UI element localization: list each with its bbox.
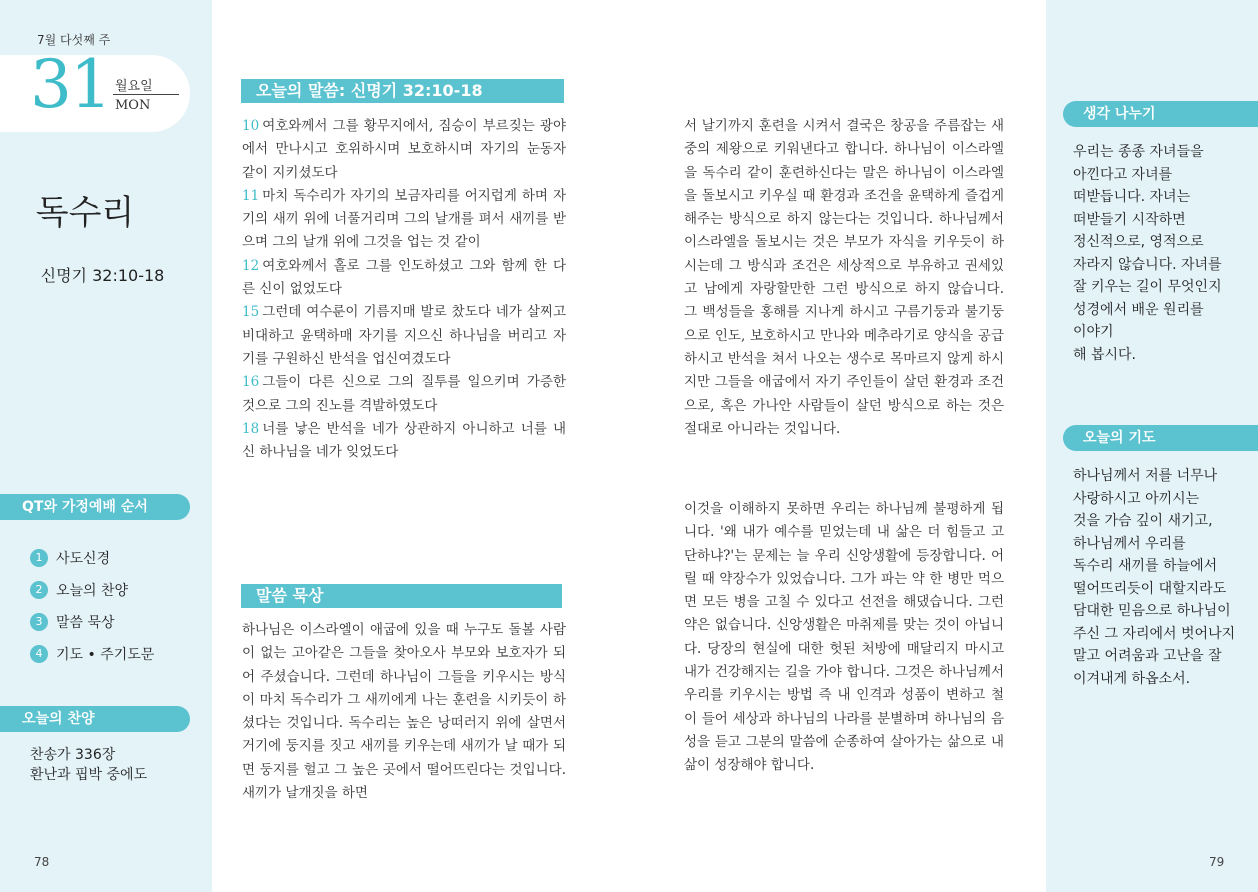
prayer-text <box>1073 465 1243 690</box>
hymn-info <box>30 745 147 785</box>
verse-text: 그들이 다른 신으로 그의 질투를 일으키며 가증한 것으로 그의 진노를 격발하였도다 <box>242 374 566 414</box>
order-item <box>30 574 154 606</box>
order-item-label: 사도신경 <box>56 551 111 567</box>
sharing-line: 성경에서 배운 원리를 <box>1073 301 1204 318</box>
verse-text: 그런데 여수룬이 기름지매 발로 찼도다 네가 살찌고 비대하고 윤택하매 자기를 지으신 하나님을 버리고 자기를 구원하신 반석을 업신여겼도다 <box>242 304 566 367</box>
verse-text: 너를 낳은 반석을 네가 상관하지 아니하고 너를 내신 하나님을 네가 잊었도다 <box>242 420 566 461</box>
verse-number: 15 <box>242 304 260 321</box>
number-badge: 1 <box>30 549 48 567</box>
meditation-text-column-2-continued: 이것을 이해하지 못하면 우리는 하나님께 불평하게 됩니다. '왜 내가 예수를 믿었는데 내 삶은 더 힘들고 고단하냐?'는 문제는 늘 우리 신앙생활에 등장합니다. 어릴 때 약장수가 있었습니다. 그가 파는 약 한 병만 먹으면 모든 병을 고칠 수 있다고 선전을 해댔습니다. 그런 약은 없습니다. 신앙생활은 마취제를 맞는 것이 아닙니다. 당장의 현실에 대한 헛된 처방에 매달리지 마시고 내가 건강해지는 길을 가야 합니다. 그것은 하나님께서 우리를 키우시는 방법 즉 내 인격과 성품이 변하고 철이 들어 세상과 하나님의 나라를 분별하며 하나님의 음성을 듣고 그분의 말씀에 순종하여 살아가는 삶으로 내 삶이 성장해야 합니다. <box>684 501 1004 774</box>
sharing-line: 아낀다고 자녀를 <box>1073 166 1173 183</box>
prayer-line: 사랑하시고 아끼시는 <box>1073 490 1200 507</box>
sharing-line: 이야기 <box>1073 324 1114 340</box>
sharing-line: 떠받들기 시작하면 <box>1073 211 1186 228</box>
number-badge: 3 <box>30 613 48 631</box>
verse-number: 18 <box>242 420 260 437</box>
week-label: 7월 다섯째 주 <box>37 33 111 47</box>
prayer-line: 독수리 새끼를 하늘에서 <box>1073 558 1218 574</box>
sharing-line: 우리는 종종 자녀들을 <box>1073 144 1204 160</box>
prayer-line: 떨어뜨리듯이 대할지라도 <box>1073 580 1227 597</box>
sharing-line: 해 봅시다. <box>1073 346 1136 363</box>
prayer-line: 것을 가슴 깊이 새기고, <box>1073 513 1213 529</box>
weekday-english: MON <box>115 98 151 113</box>
verse-text: 여호와께서 홀로 그를 인도하셨고 그와 함께 한 다른 신이 없었도다 <box>242 257 566 298</box>
order-item-label: 기도 • 주기도문 <box>56 647 155 663</box>
todays-word-heading: 오늘의 말씀: 신명기 32:10-18 <box>241 79 564 103</box>
hymn-number: 찬송가 336장 <box>30 747 116 763</box>
meditation-text-column-1: 하나님은 이스라엘이 애굽에 있을 때 누구도 돌볼 사람이 없는 고아같은 그들을 찾아오사 부모와 보호자가 되어 주셨습니다. 그런데 하나님이 그들을 키우시는 방식이 마치 독수리가 그 새끼에게 나는 훈련을 시키듯이 하셨다는 것입니다. 독수리는 높은 낭떠러지 위에 살면서 거기에 둥지를 짓고 새끼를 키우는데 새끼가 날 때가 되면 둥지를 헐고 그 높은 곳에서 떨어뜨린다는 것입니다. 새끼가 날개짓을 하면 <box>242 622 566 802</box>
meditation-text-column-2: 서 날기까지 훈련을 시켜서 결국은 창공을 주름잡는 새중의 제왕으로 키워낸다고 합니다. 하나님이 이스라엘을 독수리 같이 훈련하신다는 말은 하나님이 이스라엘을 돌보시고 키우실 때 환경과 조건을 윤택하게 즐겁게 해주는 방식으로 하지 않는다는 것입니다. 하나님께서 이스라엘을 돌보시는 것은 부모가 자식을 키우듯이 하시는데 그 방식과 조건은 세상적으로 부유하고 권세있고 남에게 자랑할만한 그런 방식으로 하지 않습니다. 그 백성들을 홍해를 지나게 하시고 구름기둥과 불기둥으로 인도, 보호하시고 만나와 메추라기로 양식을 공급하시고 반석을 쳐서 나오는 생수로 목마르지 않게 하시지만 그들을 애굽에서 자기 주인들이 살던 환경과 조건으로, 혹은 가나안 사람들이 살던 방식으로 하는 것은 절대로 아니라는 것입니다. <box>684 118 1004 437</box>
prayer-heading: 오늘의 기도 <box>1063 425 1258 451</box>
weekday-korean: 월요일 <box>115 79 153 94</box>
verse-number: 12 <box>242 257 260 274</box>
page-number-left: 78 <box>34 855 50 869</box>
hymn-title: 환난과 핍박 중에도 <box>30 767 148 783</box>
meditation-heading: 말씀 묵상 <box>241 584 562 608</box>
prayer-line: 하나님께서 저를 너무나 <box>1073 468 1218 484</box>
sharing-line: 떠받듭니다. 자녀는 <box>1073 189 1191 205</box>
prayer-line: 담대한 믿음으로 하나님이 <box>1073 603 1231 619</box>
scripture-passage <box>242 115 566 464</box>
order-list <box>30 542 154 670</box>
page-number-right: 79 <box>1209 855 1225 869</box>
prayer-line: 말고 어려움과 고난을 잘 <box>1073 648 1222 664</box>
verse-number: 16 <box>242 374 260 391</box>
verse-text: 여호와께서 그를 황무지에서, 짐승이 부르짖는 광야에서 만나시고 호위하시며 보호하시며 자기의 눈동자 같이 지키셨도다 <box>242 118 566 181</box>
order-item-label: 말씀 묵상 <box>56 615 115 631</box>
order-item <box>30 542 154 574</box>
prayer-line: 이겨내게 하옵소서. <box>1073 670 1191 687</box>
verse-number: 10 <box>242 118 260 134</box>
sharing-text <box>1073 141 1243 366</box>
day-number: 31 <box>30 46 110 123</box>
prayer-line: 주신 그 자리에서 벗어나지 <box>1073 625 1236 642</box>
sharing-line: 정신적으로, 영적으로 <box>1073 234 1204 250</box>
prayer-line: 하나님께서 우리를 <box>1073 535 1186 552</box>
sharing-heading: 생각 나누기 <box>1063 101 1258 127</box>
scripture-reference: 신명기 32:10-18 <box>40 266 165 285</box>
sharing-line: 자라지 않습니다. 자녀를 <box>1073 256 1222 273</box>
verse-text: 마치 독수리가 자기의 보금자리를 어지럽게 하며 자기의 새끼 위에 너풀거리며 그의 날개를 펴서 새끼를 받으며 그의 날개 위에 그것을 업는 것 같이 <box>242 187 566 251</box>
weekday-divider <box>113 94 179 95</box>
order-item-label: 오늘의 찬양 <box>56 583 129 599</box>
page-title: 독수리 <box>35 193 135 233</box>
number-badge: 2 <box>30 581 48 599</box>
verse-number: 11 <box>242 187 260 204</box>
order-item <box>30 638 154 670</box>
number-badge: 4 <box>30 645 48 663</box>
order-section-heading: QT와 가정예배 순서 <box>0 494 190 520</box>
sharing-line: 잘 키우는 길이 무엇인지 <box>1073 279 1222 295</box>
order-item <box>30 606 154 638</box>
hymn-section-heading: 오늘의 찬양 <box>0 706 190 732</box>
